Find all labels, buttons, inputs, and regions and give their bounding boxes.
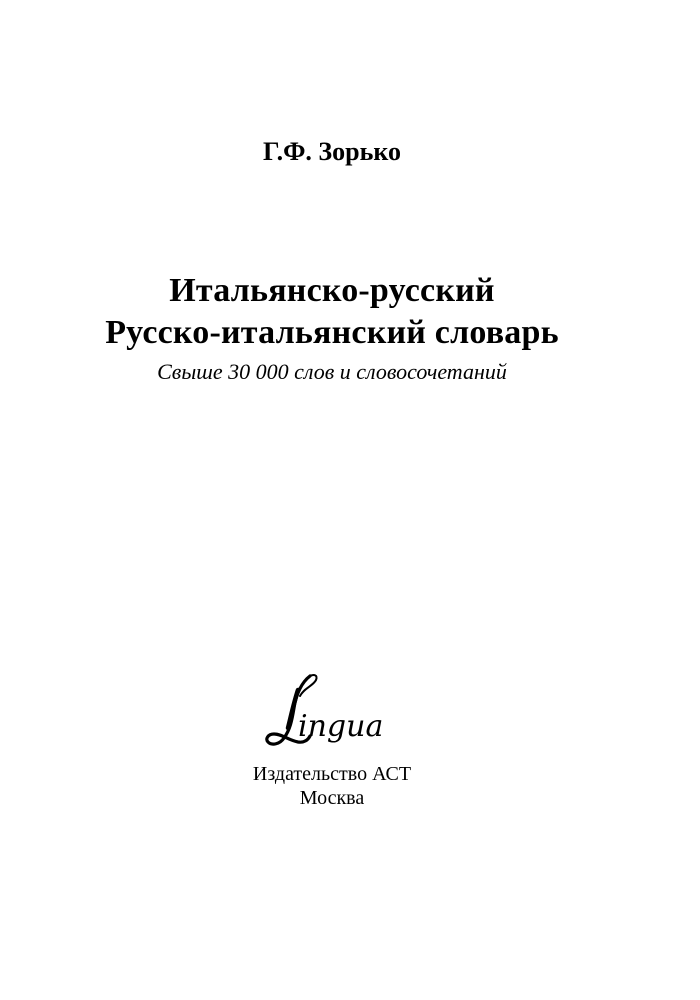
publisher-city: Москва xyxy=(299,787,365,809)
book-title-line-2: Русско-итальянский словарь xyxy=(105,314,559,351)
publisher-block xyxy=(0,762,664,810)
lingua-logo-graphic xyxy=(258,672,408,752)
book-title-block xyxy=(0,270,664,386)
book-title-line-1: Итальянско-русский xyxy=(169,272,495,309)
author-name: Г.Ф. Зорько xyxy=(262,137,401,166)
book-subtitle: Свыше 30 000 слов и словосочетаний xyxy=(157,359,507,384)
publisher-name: Издательство АСТ xyxy=(252,763,412,785)
lingua-logo-text: ingua xyxy=(298,709,384,744)
lingua-logo xyxy=(258,672,408,752)
